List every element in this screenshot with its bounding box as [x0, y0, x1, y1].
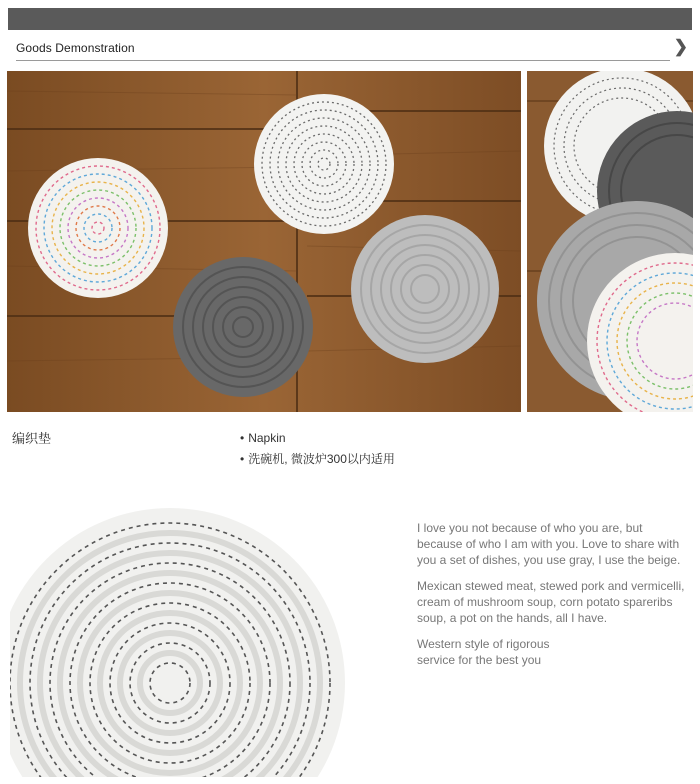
white-coaster — [254, 94, 394, 234]
light-gray-coaster — [351, 215, 499, 363]
feature-list — [240, 431, 395, 473]
feature-item: • Napkin — [240, 431, 286, 445]
feature-item: • 洗碗机, 微波炉300以内适用 — [240, 452, 395, 466]
product-name: 编织垫 — [12, 431, 52, 446]
multicolor-coaster — [28, 158, 168, 298]
section-divider — [16, 60, 670, 61]
product-photo-stack — [527, 71, 693, 412]
product-description — [417, 520, 685, 678]
dark-gray-coaster — [173, 257, 313, 397]
section-title: Goods Demonstration — [16, 41, 135, 55]
product-photo-closeup — [10, 493, 390, 777]
description-paragraph: I love you not because of who you are, but because of who I am with you. Love to share with you a set of dishes, you use gray, I use the beige. — [417, 521, 681, 567]
description-paragraph: Mexican stewed meat, stewed pork and vermicelli, cream of mushroom soup, corn potato spareribs soup, a pot on the hands, all I have. — [417, 579, 685, 625]
chevron-right-icon[interactable]: ❯ — [673, 37, 688, 56]
section-header — [8, 38, 692, 62]
description-paragraph: Western style of rigorous service for the best you — [417, 637, 550, 667]
product-photo-main — [7, 71, 521, 412]
top-banner-bar — [8, 8, 692, 30]
